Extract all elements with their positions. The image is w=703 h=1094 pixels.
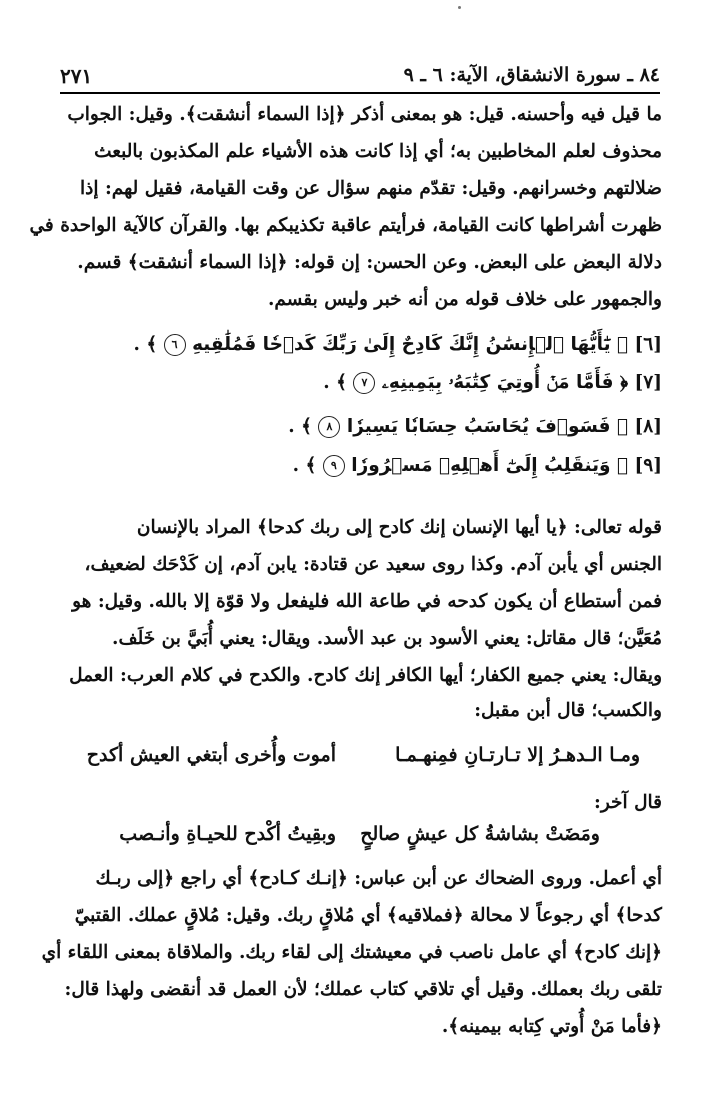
verse-end-marker: ٦ xyxy=(164,334,186,356)
paragraph-line: دلالة البعض على البعض. وعن الحسن: إن قوله: ﴿إذا السماء أنشقت﴾ قسم. xyxy=(77,252,662,273)
verse-number: [٦] xyxy=(634,334,662,355)
paragraph-line: ما قيل فيه وأحسنه. قيل: هو بمعنى أذكر ﴿إذا السماء أنشقت﴾. وقيل: الجواب xyxy=(67,104,662,125)
quran-verse xyxy=(133,334,662,368)
paragraph-line: كدحا﴾ أي رجوعاً لا محالة ﴿فملاقيه﴾ أي مُلاقٍ ربك. وقيل: مُلاقٍ عملك. القتبيّ xyxy=(74,905,662,926)
verse-closing: ﴾ . xyxy=(133,334,158,355)
verse-end-marker: ٨ xyxy=(318,416,340,438)
verse-text: ﴿ يَٰٓأَيُّهَا ٱلۡإِنسَٰنُ إِنَّكَ كَادِحٌ إِلَىٰ رَبِّكَ كَدۡحٗا فَمُلَٰقِيهِ xyxy=(192,334,629,355)
paragraph-line: قوله تعالى: ﴿يا أيها الإنسان إنك كادح إلى ربك كدحا﴾ المراد بالإنسان xyxy=(136,517,662,538)
paragraph-line: مُعَيَّن؛ قال مقاتل: يعني الأسود بن عبد الأسد. ويقال: يعني أُبَيَّ بن خَلَف. xyxy=(112,628,662,649)
paragraph-line: فمن أستطاع أن يكون كدحه في طاعة الله فليفعل ولا قوّة إلا بالله. وقيل: هو xyxy=(72,591,662,612)
verse-number: [٧] xyxy=(634,372,662,393)
verse-text: ﴿ فَسَوۡفَ يُحَاسَبُ حِسَابٗا يَسِيرٗا xyxy=(346,416,629,437)
paragraph-line: محذوف لعلم المخاطبين به؛ أي إذا كانت هذه الأشياء علم المكذبون بالبعث xyxy=(94,141,662,162)
paragraph-line: أي أعمل. وروى الضحاك عن أبن عباس: ﴿إنـك كـادح﴾ أي راجع ﴿إلى ربـك xyxy=(95,868,662,889)
verse-number: [٩] xyxy=(634,455,662,476)
verse-end-marker: ٧ xyxy=(353,372,375,394)
running-header xyxy=(60,64,660,90)
quran-verse xyxy=(323,372,662,406)
poem-hemistich-first: ومـا الـدهـرُ إلا تـارتـانِ فمِنهـمـا xyxy=(395,744,640,766)
paragraph-line: الجنس أي يأبن آدم. وكذا روى سعيد عن قتادة: يابن آدم، إن كَدْحَك لضعيف، xyxy=(84,554,662,575)
verse-text: ﴿ فَأَمَّا مَنۡ أُوتِيَ كِتَٰبَهُۥ بِيَمِينِهِۦ xyxy=(381,372,629,393)
paragraph-line: ﴿فأما مَنْ أُوتي كِتابه بيمينه﴾. xyxy=(441,1016,662,1037)
paragraph-line: والجمهور على خلاف قوله من أنه خبر وليس بقسم. xyxy=(267,289,662,310)
page-number: ٢٧١ xyxy=(60,64,93,88)
verse-text: ﴿ وَيَنقَلِبُ إِلَىٰٓ أَهۡلِهِۦ مَسۡرُورٗا xyxy=(351,455,629,476)
speck-mark xyxy=(458,6,461,9)
poem-hemistich-second: أموت وأُخرى أبتغي العيش أكدح xyxy=(86,744,336,766)
quran-verse xyxy=(292,455,662,489)
header-title: ٨٤ ـ سورة الانشقاق، الآية: ٦ ـ ٩ xyxy=(403,64,660,86)
verse-closing: ﴾ . xyxy=(323,372,347,393)
verse-closing: ﴾ . xyxy=(292,455,317,476)
paragraph-line: والكسب؛ قال أبن مقبل: xyxy=(474,700,662,721)
verse-number: [٨] xyxy=(634,416,662,437)
verse-closing: ﴾ . xyxy=(288,416,312,437)
verse-end-marker: ٩ xyxy=(323,455,345,477)
poem-hemistich-first: ومَضَتْ بشاشةُ كل عيشٍ صالحٍ xyxy=(360,823,600,845)
paragraph-line: تلقى ربك بعملك. وقيل أي تلاقي كتاب عملك؛ لأن العمل قد أنقضى ولهذا قال: xyxy=(64,979,662,1000)
poem-intro: قال آخر: xyxy=(594,792,662,813)
paragraph-line: ظهرت أشراطها كانت القيامة، فرأيتم عاقبة تكذيبكم بها. والقرآن كالآية الواحدة في xyxy=(29,215,662,236)
header-rule xyxy=(60,92,660,94)
paragraph-line: ﴿إنك كادح﴾ أي عامل ناصب في معيشتك إلى لقاء ربك. والملاقاة بمعنى اللقاء أي xyxy=(41,942,662,963)
paragraph-line: ضلالتهم وخسرانهم. وقيل: تقدّم منهم سؤال عن وقت القيامة، فقيل لهم: إذا xyxy=(80,178,662,199)
poem-hemistich-second: وبقِيتُ أكْدح للحيـاةِ وأنـصب xyxy=(119,823,336,845)
quran-verse xyxy=(288,416,662,450)
paragraph-line: ويقال: يعني جميع الكفار؛ أيها الكافر إنك كادح. والكدح في كلام العرب: العمل xyxy=(69,665,662,686)
